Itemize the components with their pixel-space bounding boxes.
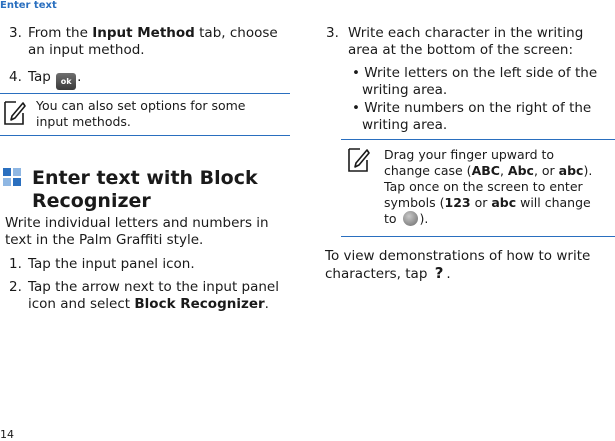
- mode-circle-icon: [403, 211, 418, 226]
- running-header: Enter text: [0, 0, 57, 11]
- step-1-tap-input-panel: [9, 256, 299, 274]
- input-method-label: Input Method: [92, 25, 195, 41]
- note-text-line: [384, 195, 614, 211]
- bullet-numbers: [352, 100, 614, 134]
- step-4-tap-ok: [9, 69, 299, 89]
- note-text: to: [384, 211, 401, 226]
- step-text: From the: [28, 25, 93, 41]
- page-number: 14: [0, 428, 14, 441]
- step-text: Tap the arrow next to the input panel: [28, 279, 279, 295]
- note-text-line: Tap once on the screen to enter: [384, 179, 583, 194]
- paragraph-line: Write individual letters and numbers in: [5, 215, 269, 231]
- symbols-123: 123: [444, 195, 471, 210]
- note-text-line: Drag your finger upward to: [384, 147, 555, 162]
- help-question-icon: ?: [434, 264, 444, 282]
- step-text: Tap the input panel icon.: [28, 256, 195, 272]
- step-text: tab, choose: [194, 25, 278, 41]
- case-abc-upper: ABC: [471, 163, 500, 178]
- symbols-abc: abc: [491, 195, 517, 210]
- note-text: change case (: [384, 163, 472, 178]
- section-heading: [32, 167, 292, 213]
- note-case-symbols: [384, 147, 614, 227]
- case-abc-title: Abc: [507, 163, 534, 178]
- note-top-rule: [0, 93, 290, 94]
- step-number: 3.: [9, 25, 22, 41]
- note-text-line: [384, 163, 614, 179]
- block-recognizer-label: Block Recognizer: [134, 296, 265, 312]
- bullet-line: writing area.: [362, 117, 448, 133]
- bullet-line: writing area.: [362, 82, 448, 98]
- note-text: ).: [583, 163, 593, 178]
- step-text: Tap: [28, 69, 56, 85]
- bullet-line: • Write letters on the left side of the: [352, 65, 598, 81]
- step-text: area at the bottom of the screen:: [348, 42, 573, 58]
- note-text: ).: [419, 211, 429, 226]
- paragraph-line: To view demonstrations of how to write: [325, 248, 591, 264]
- step-number: 3.: [326, 25, 339, 41]
- note-bottom-rule: [341, 236, 615, 237]
- case-abc-lower: abc: [558, 163, 584, 178]
- note-pencil-icon: [2, 100, 26, 126]
- note-bottom-rule: [0, 135, 290, 136]
- intro-paragraph: [5, 215, 300, 249]
- note-options: [36, 98, 286, 130]
- step-2-select-block-recognizer: [9, 279, 299, 315]
- note-text: symbols (: [384, 195, 445, 210]
- step-text: .: [77, 69, 82, 85]
- note-text-line: You can also set options for some: [36, 98, 246, 113]
- paragraph-text: .: [446, 266, 451, 282]
- paragraph-line: text in the Palm Graffiti style.: [5, 232, 204, 248]
- bullet-letters: [352, 65, 614, 99]
- note-text: or: [470, 195, 492, 210]
- step-number: 1.: [9, 256, 22, 272]
- ok-button-icon: ok: [56, 73, 76, 90]
- step-text: an input method.: [28, 42, 145, 58]
- note-text-line: input methods.: [36, 114, 131, 129]
- step-text: icon and select: [28, 296, 135, 312]
- note-text-line: [384, 211, 614, 227]
- note-text: will change: [516, 195, 591, 210]
- step-number: 2.: [9, 279, 22, 295]
- step-3-choose-input-method: [9, 25, 299, 61]
- demo-paragraph: [325, 248, 615, 283]
- step-text: .: [264, 296, 269, 312]
- section-heading-squares-icon: [3, 168, 23, 188]
- step-text: Write each character in the writing: [348, 25, 584, 41]
- note-top-rule: [341, 139, 615, 140]
- note-text: ,: [499, 163, 508, 178]
- note-pencil-icon: [346, 147, 370, 173]
- paragraph-line: [325, 265, 615, 283]
- step-number: 4.: [9, 69, 22, 85]
- note-text: , or: [533, 163, 559, 178]
- heading-line: Recognizer: [32, 190, 151, 212]
- bullet-line: • Write numbers on the right of the: [352, 100, 592, 116]
- paragraph-text: characters, tap: [325, 266, 432, 282]
- heading-line: Enter text with Block: [32, 167, 258, 189]
- step-3-write-character: [326, 25, 615, 61]
